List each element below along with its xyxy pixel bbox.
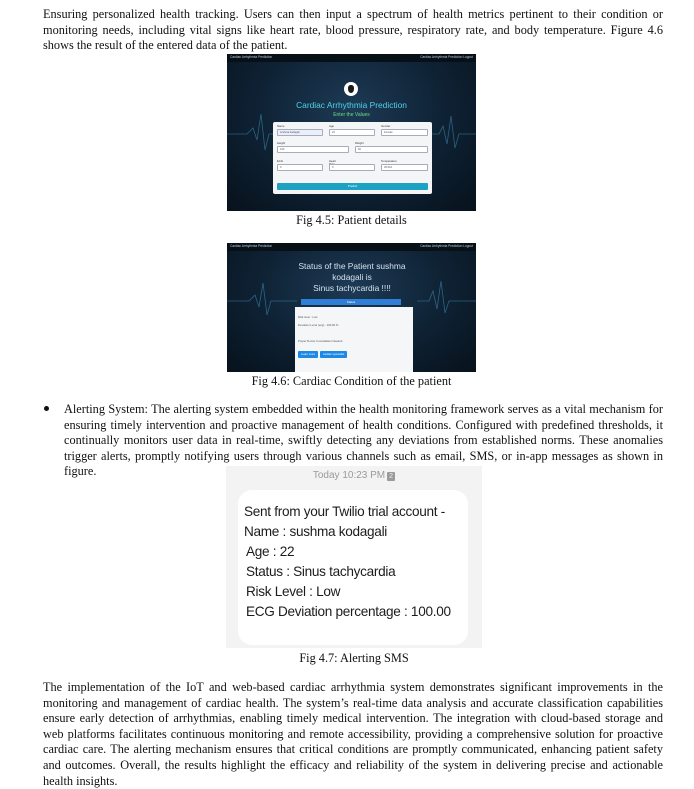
app-title: Cardiac Arrhythmia Prediction	[296, 100, 407, 110]
nav-links[interactable]: Cardiac Arrhythmia Prediction Logout	[420, 55, 473, 59]
cardiac-specialist-button[interactable]: cardiac specialist	[320, 351, 347, 358]
name-label: Name	[277, 124, 285, 128]
sms-line: Risk Level : Low	[246, 584, 341, 599]
predict-button[interactable]: Predict	[277, 183, 428, 190]
gender-select[interactable]: Female	[381, 129, 428, 136]
sim-badge-icon: 2	[387, 472, 395, 481]
temperature-input[interactable]: 36.644	[381, 164, 428, 171]
name-input[interactable]: sushma kodagali	[277, 129, 323, 136]
sms-line: Name : sushma kodagali	[244, 524, 388, 539]
app-navbar	[227, 243, 476, 251]
fig45-caption: Fig 4.5: Patient details	[296, 213, 407, 227]
fig47-caption: Fig 4.7: Alerting SMS	[299, 651, 409, 665]
age-input[interactable]: 22	[329, 129, 375, 136]
deviation-text: Deviation Level (ecg) : 100.00 %	[298, 323, 339, 327]
heartrate-label: Heart	[329, 159, 336, 163]
status-tab: Status	[301, 299, 401, 305]
status-line: Status of the Patient sushma	[298, 261, 406, 271]
temperature-label: Temperature	[381, 159, 397, 163]
weight-label: Weight	[355, 141, 364, 145]
cardiac-condition-screenshot	[227, 243, 476, 372]
ecg-input[interactable]: 0	[277, 164, 323, 171]
weight-input[interactable]: 60	[355, 146, 428, 153]
nav-brand[interactable]: Cardiac Arrhythmia Prediction	[230, 244, 273, 248]
status-line: Sinus tachycardia !!!!	[313, 283, 391, 293]
heart-logo-icon	[344, 82, 358, 96]
status-line: kodagali is	[332, 272, 372, 282]
sms-line: ECG Deviation percentage : 100.00	[246, 604, 451, 619]
ecg-label: ECG	[277, 159, 284, 163]
sms-line: Status : Sinus tachycardia	[246, 564, 396, 579]
patient-details-screenshot	[227, 54, 476, 211]
sms-line: Sent from your Twilio trial account -	[244, 504, 445, 519]
fig46-caption: Fig 4.6: Cardiac Condition of the patient	[251, 374, 452, 388]
timestamp-text: Today 10:23 PM	[312, 470, 386, 481]
risk-level-text: Risk level : Low	[298, 315, 318, 319]
sms-bubble	[238, 490, 468, 645]
alert-sms-screenshot	[226, 466, 482, 648]
nav-links[interactable]: Cardiac Arrhythmia Prediction Logout	[420, 244, 473, 248]
learn-more-button[interactable]: Learn more	[298, 351, 318, 358]
height-input[interactable]: 160	[277, 146, 349, 153]
bullet-icon	[44, 406, 49, 411]
alerting-system-paragraph: Alerting System: The alerting system embedded within the health monitoring framework serves as a vital mechanism for ensuring timely intervention and proactive management of health conditions. Configured with predefined thresholds, it continually monitors user data in real-time, swiftly detecting any deviations from established norms. These anomalies trigger alerts, promptly notifying users through various channels such as email, SMS, or in-app messages as shown in figure.	[64, 402, 663, 479]
consultation-text: Proper Doctor Consultation Needed	[298, 339, 343, 343]
result-card	[295, 307, 413, 372]
patient-status-heading	[277, 261, 427, 294]
sms-line: Age : 22	[246, 544, 295, 559]
patient-form	[273, 122, 432, 194]
gender-label: Gender	[381, 124, 391, 128]
app-navbar	[227, 54, 476, 62]
intro-paragraph: Ensuring personalized health tracking. Users can then input a spectrum of health metrics pertinent to their condition or monitoring needs, including vital signs like heart rate, blood pressure, respiratory rate, and body temperature. Figure 4.6 shows the result of the entered data of the patient.	[43, 7, 663, 53]
height-label: Height	[277, 141, 286, 145]
conclusion-paragraph: The implementation of the IoT and web-based cardiac arrhythmia system demonstrates significant improvements in the monitoring and management of cardiac health. The system’s real-time data analysis and accurate classification capabilities ensure early detection of arrhythmias, enabling timely medical intervention. The integration with cloud-based storage and web platforms facilitates continuous monitoring and remote accessibility, providing a comprehensive solution for proactive cardiac care. The alerting mechanism ensures that critical conditions are promptly communicated, enhancing patient safety and outcomes. Overall, the results highlight the efficacy and reliability of the system in delivering precise and actionable health insights.	[43, 680, 663, 788]
age-label: Age	[329, 124, 334, 128]
nav-brand[interactable]: Cardiac Arrhythmia Prediction	[230, 55, 273, 59]
heartrate-input[interactable]: 0	[329, 164, 375, 171]
message-timestamp	[226, 469, 482, 482]
form-subtitle: Enter the Values	[333, 112, 370, 118]
